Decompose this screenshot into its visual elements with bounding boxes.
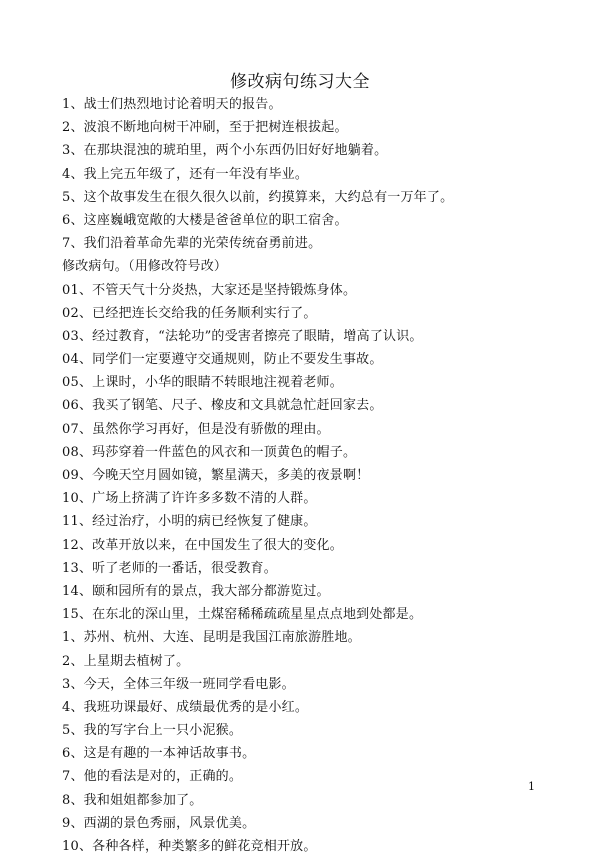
list-item: 1、战士们热烈地讨论着明天的报告。 bbox=[62, 97, 282, 112]
list-item: 9、西湖的景色秀丽，风景优美。 bbox=[62, 815, 256, 831]
list-item: 2、波浪不断地向树干冲刷，至于把树连根拔起。 bbox=[62, 120, 348, 136]
list-item: 4、我班功课最好、成绩最优秀的是小红。 bbox=[62, 699, 309, 715]
list-item: 10、各种各样，种类繁多的鲜花竞相开放。 bbox=[62, 839, 317, 854]
page-number: 1 bbox=[528, 780, 535, 793]
list-item: 15、在东北的深山里，土煤窑稀稀疏疏星星点点地到处都是。 bbox=[62, 607, 423, 623]
list-item: 3、在那块混浊的琥珀里，两个小东西仍旧好好地躺着。 bbox=[62, 143, 388, 159]
list-item: 2、上星期去植树了。 bbox=[62, 653, 190, 669]
list-item: 01、不管天气十分炎热，大家还是坚持锻炼身体。 bbox=[62, 282, 357, 298]
list-item: 1、苏州、杭州、大连、昆明是我国江南旅游胜地。 bbox=[62, 630, 361, 646]
list-item: 08、玛莎穿着一件蓝色的风衣和一顶黄色的帽子。 bbox=[62, 444, 357, 460]
document-title: 修改病句练习大全 bbox=[230, 72, 370, 92]
list-item: 5、我的写字台上一只小泥猴。 bbox=[62, 723, 243, 739]
list-item: 11、经过治疗，小明的病已经恢复了健康。 bbox=[62, 514, 317, 530]
list-item: 5、这个故事发生在很久很久以前，约摸算来，大约总有一万年了。 bbox=[62, 189, 454, 205]
list-item: 13、听了老师的一番话，很受教育。 bbox=[62, 560, 277, 576]
list-item: 04、同学们一定要遵守交通规则，防止不要发生事故。 bbox=[62, 352, 383, 368]
list-item: 05、上课时，小华的眼睛不转眼地注视着老师。 bbox=[62, 375, 343, 391]
list-item: 8、我和姐姐都参加了。 bbox=[62, 792, 203, 808]
section-heading: 修改病句。（用修改符号改） bbox=[62, 259, 228, 275]
list-item: 7、我们沿着革命先辈的光荣传统奋勇前进。 bbox=[62, 236, 322, 252]
list-item: 6、这座巍峨宽敞的大楼是爸爸单位的职工宿舍。 bbox=[62, 212, 348, 228]
list-item: 06、我买了钢笔、尺子、橡皮和文具就急忙赶回家去。 bbox=[62, 398, 383, 414]
list-item: 10、广场上挤满了许许多多数不清的人群。 bbox=[62, 491, 317, 507]
list-item: 4、我上完五年级了，还有一年没有毕业。 bbox=[62, 166, 309, 182]
list-item: 02、已经把连长交给我的任务顺利实行了。 bbox=[62, 305, 317, 321]
list-item: 03、经过教育，“法轮功”的受害者擦亮了眼睛，增高了认识。 bbox=[62, 328, 423, 344]
list-item: 6、这是有趣的一本神话故事书。 bbox=[62, 746, 256, 762]
list-item: 09、今晚天空月圆如镜，繁星满天，多美的夜景啊！ bbox=[62, 468, 370, 483]
list-item: 14、颐和园所有的景点，我大部分都游览过。 bbox=[62, 583, 330, 599]
list-item: 12、改革开放以来，在中国发生了很大的变化。 bbox=[62, 537, 343, 553]
list-item: 3、今天，全体三年级一班同学看电影。 bbox=[62, 676, 295, 692]
sentence-list bbox=[62, 93, 562, 858]
list-item: 7、他的看法是对的，正确的。 bbox=[62, 769, 243, 785]
list-item: 07、虽然你学习再好，但是没有骄傲的理由。 bbox=[62, 421, 330, 437]
